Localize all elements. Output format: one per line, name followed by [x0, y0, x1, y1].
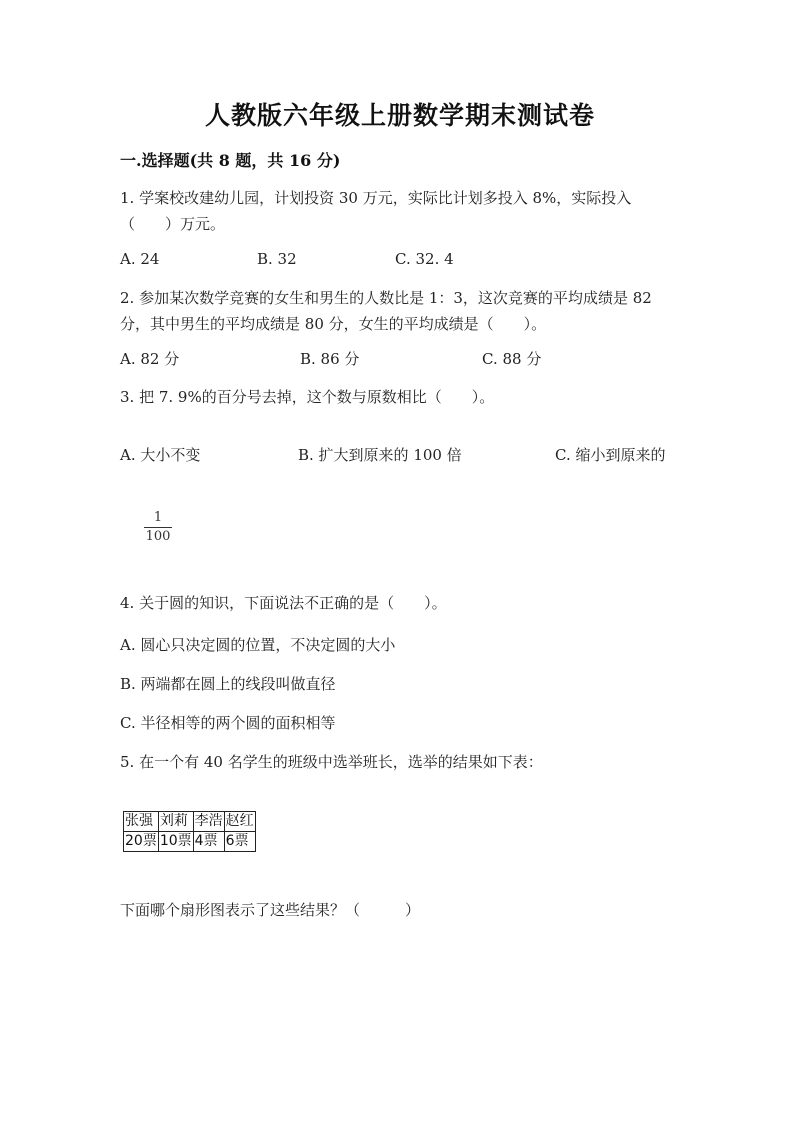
- election-results-table: [123, 811, 256, 852]
- fraction-one-hundredth: [144, 510, 172, 545]
- table-cell-name: 张强: [124, 812, 159, 832]
- table-cell-name: 李浩: [193, 812, 224, 832]
- fraction-bar: [144, 527, 172, 528]
- question-1-line-1: 1. 学案校改建幼儿园，计划投资 30 万元，实际比计划多投入 8%，实际投入: [120, 189, 632, 207]
- question-1-line-2: （ ）万元。: [120, 215, 226, 233]
- question-5-follow-up: 下面哪个扇形图表示了这些结果？（ ）: [120, 901, 421, 919]
- question-1: [120, 185, 631, 237]
- table-cell-votes: 10票: [158, 832, 193, 852]
- question-3-option-c[interactable]: C. 缩小到原来的: [555, 446, 666, 464]
- table-cell-name: 刘莉: [158, 812, 193, 832]
- question-1-option-b[interactable]: B. 32: [257, 250, 297, 268]
- table-cell-votes: 20票: [124, 832, 159, 852]
- question-1-option-a[interactable]: A. 24: [120, 250, 160, 268]
- question-4-line-1: 4. 关于圆的知识，下面说法不正确的是（ ）。: [120, 594, 447, 612]
- question-2-option-c[interactable]: C. 88 分: [482, 350, 542, 368]
- question-3-option-b[interactable]: B. 扩大到原来的 100 倍: [298, 446, 462, 464]
- fraction-numerator: 1: [153, 510, 163, 525]
- table-cell-name: 赵红: [224, 812, 255, 832]
- question-2-line-2: 分，其中男生的平均成绩是 80 分，女生的平均成绩是（ ）。: [120, 315, 547, 333]
- fraction-denominator: 100: [145, 529, 171, 544]
- question-1-option-c[interactable]: C. 32. 4: [395, 250, 454, 268]
- question-5: [120, 749, 543, 775]
- question-5-line-1: 5. 在一个有 40 名学生的班级中选举班长，选举的结果如下表：: [120, 753, 543, 771]
- question-3-line-1: 3. 把 7. 9%的百分号去掉，这个数与原数相比（ ）。: [120, 388, 495, 406]
- question-2: [120, 285, 652, 337]
- question-4-option-b[interactable]: B. 两端都在圆上的线段叫做直径: [120, 675, 336, 693]
- table-row: [124, 812, 256, 832]
- question-4-option-a[interactable]: A. 圆心只决定圆的位置，不决定圆的大小: [120, 636, 396, 654]
- table-row: [124, 832, 256, 852]
- question-2-option-b[interactable]: B. 86 分: [300, 350, 360, 368]
- table-cell-votes: 4票: [193, 832, 224, 852]
- question-4-option-c[interactable]: C. 半径相等的两个圆的面积相等: [120, 714, 336, 732]
- question-4: [120, 590, 447, 616]
- page-title: 人教版六年级上册数学期末测试卷: [204, 101, 595, 130]
- question-2-line-1: 2. 参加某次数学竞赛的女生和男生的人数比是 1：3，这次竞赛的平均成绩是 82: [120, 289, 652, 307]
- table-cell-votes: 6票: [224, 832, 255, 852]
- question-2-option-a[interactable]: A. 82 分: [120, 350, 180, 368]
- section-header: 一.选择题(共 8 题，共 16 分): [120, 151, 341, 170]
- question-3: [120, 384, 494, 410]
- question-3-option-a[interactable]: A. 大小不变: [120, 446, 201, 464]
